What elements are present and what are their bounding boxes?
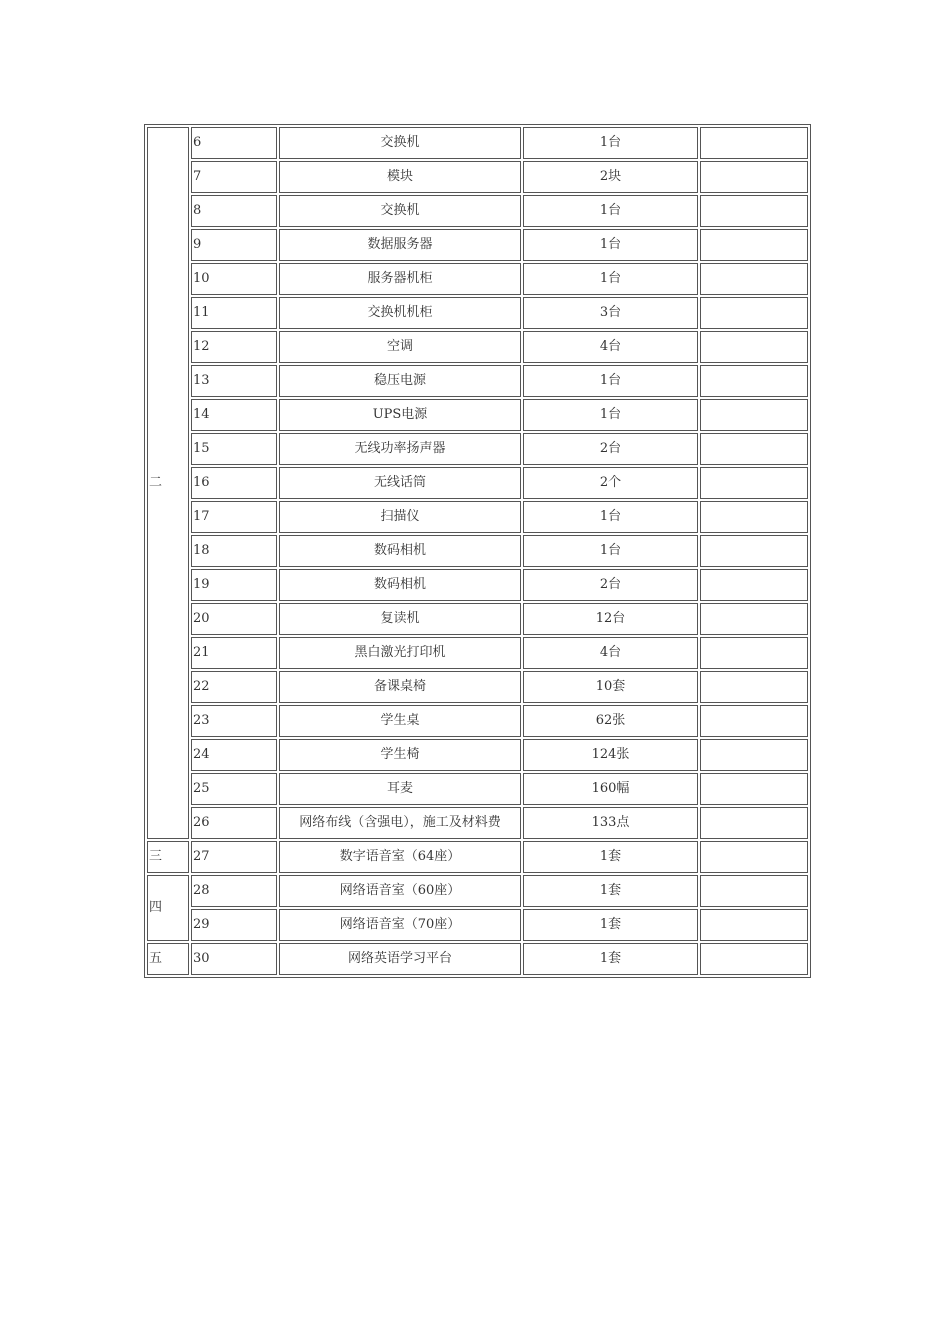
item-note-cell [700, 739, 808, 771]
group-label-cell: 五 [147, 943, 189, 975]
item-name-cell: 交换机机柜 [279, 297, 521, 329]
item-note-cell [700, 807, 808, 839]
item-quantity-cell: 12台 [523, 603, 698, 635]
item-note-cell [700, 875, 808, 907]
table-row [147, 467, 808, 499]
item-name-cell: 空调 [279, 331, 521, 363]
item-note-cell [700, 909, 808, 941]
item-note-cell [700, 841, 808, 873]
item-number-cell: 19 [191, 569, 277, 601]
item-note-cell [700, 365, 808, 397]
item-quantity-cell: 2块 [523, 161, 698, 193]
table-row [147, 841, 808, 873]
item-note-cell [700, 773, 808, 805]
equipment-table [144, 124, 811, 978]
table-row [147, 161, 808, 193]
item-name-cell: 扫描仪 [279, 501, 521, 533]
item-number-cell: 24 [191, 739, 277, 771]
item-name-cell: 无线功率扬声器 [279, 433, 521, 465]
item-name-cell: 网络布线（含强电），施工及材料费 [279, 807, 521, 839]
item-number-cell: 25 [191, 773, 277, 805]
item-name-cell: 数码相机 [279, 569, 521, 601]
item-note-cell [700, 603, 808, 635]
table-row [147, 501, 808, 533]
group-label-cell: 二 [147, 127, 189, 839]
item-quantity-cell: 1台 [523, 501, 698, 533]
item-number-cell: 14 [191, 399, 277, 431]
item-note-cell [700, 943, 808, 975]
item-quantity-cell: 1套 [523, 909, 698, 941]
item-number-cell: 8 [191, 195, 277, 227]
table-row [147, 263, 808, 295]
table-row [147, 331, 808, 363]
item-number-cell: 30 [191, 943, 277, 975]
table-row [147, 195, 808, 227]
item-name-cell: 黑白激光打印机 [279, 637, 521, 669]
item-note-cell [700, 297, 808, 329]
item-quantity-cell: 133点 [523, 807, 698, 839]
item-note-cell [700, 705, 808, 737]
item-quantity-cell: 1台 [523, 365, 698, 397]
group-label-cell: 四 [147, 875, 189, 941]
item-quantity-cell: 2个 [523, 467, 698, 499]
item-name-cell: 模块 [279, 161, 521, 193]
item-name-cell: 数据服务器 [279, 229, 521, 261]
item-quantity-cell: 1台 [523, 229, 698, 261]
item-quantity-cell: 2台 [523, 433, 698, 465]
item-number-cell: 29 [191, 909, 277, 941]
item-number-cell: 9 [191, 229, 277, 261]
item-note-cell [700, 161, 808, 193]
item-quantity-cell: 2台 [523, 569, 698, 601]
item-quantity-cell: 1套 [523, 841, 698, 873]
item-number-cell: 13 [191, 365, 277, 397]
item-quantity-cell: 1套 [523, 875, 698, 907]
item-quantity-cell: 1台 [523, 263, 698, 295]
item-quantity-cell: 10套 [523, 671, 698, 703]
item-name-cell: 备课桌椅 [279, 671, 521, 703]
table-row [147, 365, 808, 397]
item-note-cell [700, 399, 808, 431]
item-number-cell: 28 [191, 875, 277, 907]
item-name-cell: 复读机 [279, 603, 521, 635]
item-name-cell: 网络语音室（60座） [279, 875, 521, 907]
item-name-cell: UPS电源 [279, 399, 521, 431]
item-quantity-cell: 124张 [523, 739, 698, 771]
item-quantity-cell: 1台 [523, 195, 698, 227]
item-number-cell: 16 [191, 467, 277, 499]
table-row [147, 705, 808, 737]
item-note-cell [700, 195, 808, 227]
table-row [147, 909, 808, 941]
item-note-cell [700, 263, 808, 295]
item-number-cell: 18 [191, 535, 277, 567]
item-number-cell: 15 [191, 433, 277, 465]
item-name-cell: 网络英语学习平台 [279, 943, 521, 975]
table-row [147, 943, 808, 975]
item-quantity-cell: 62张 [523, 705, 698, 737]
item-note-cell [700, 331, 808, 363]
item-note-cell [700, 637, 808, 669]
table-row [147, 297, 808, 329]
item-number-cell: 23 [191, 705, 277, 737]
table-row [147, 433, 808, 465]
item-name-cell: 数字语音室（64座） [279, 841, 521, 873]
table-row [147, 637, 808, 669]
table-row [147, 773, 808, 805]
table-row [147, 603, 808, 635]
item-note-cell [700, 535, 808, 567]
table-row [147, 875, 808, 907]
item-name-cell: 服务器机柜 [279, 263, 521, 295]
item-quantity-cell: 4台 [523, 331, 698, 363]
item-name-cell: 稳压电源 [279, 365, 521, 397]
item-name-cell: 网络语音室（70座） [279, 909, 521, 941]
table-row [147, 739, 808, 771]
item-quantity-cell: 1台 [523, 127, 698, 159]
item-number-cell: 12 [191, 331, 277, 363]
item-note-cell [700, 671, 808, 703]
item-quantity-cell: 1台 [523, 535, 698, 567]
item-quantity-cell: 1套 [523, 943, 698, 975]
item-number-cell: 26 [191, 807, 277, 839]
table-row [147, 127, 808, 159]
item-note-cell [700, 229, 808, 261]
item-name-cell: 交换机 [279, 195, 521, 227]
item-quantity-cell: 160幅 [523, 773, 698, 805]
item-number-cell: 27 [191, 841, 277, 873]
table-row [147, 399, 808, 431]
item-number-cell: 17 [191, 501, 277, 533]
item-number-cell: 21 [191, 637, 277, 669]
item-note-cell [700, 467, 808, 499]
item-number-cell: 7 [191, 161, 277, 193]
item-number-cell: 22 [191, 671, 277, 703]
item-quantity-cell: 3台 [523, 297, 698, 329]
table-row [147, 229, 808, 261]
item-quantity-cell: 4台 [523, 637, 698, 669]
item-number-cell: 20 [191, 603, 277, 635]
table-row [147, 569, 808, 601]
item-note-cell [700, 127, 808, 159]
item-note-cell [700, 433, 808, 465]
table-row [147, 535, 808, 567]
equipment-table-body [147, 127, 808, 975]
item-name-cell: 数码相机 [279, 535, 521, 567]
item-name-cell: 学生桌 [279, 705, 521, 737]
table-row [147, 671, 808, 703]
item-number-cell: 6 [191, 127, 277, 159]
item-name-cell: 无线话筒 [279, 467, 521, 499]
item-quantity-cell: 1台 [523, 399, 698, 431]
item-name-cell: 交换机 [279, 127, 521, 159]
item-name-cell: 耳麦 [279, 773, 521, 805]
item-number-cell: 11 [191, 297, 277, 329]
item-number-cell: 10 [191, 263, 277, 295]
item-note-cell [700, 569, 808, 601]
table-row [147, 807, 808, 839]
item-name-cell: 学生椅 [279, 739, 521, 771]
group-label-cell: 三 [147, 841, 189, 873]
item-note-cell [700, 501, 808, 533]
